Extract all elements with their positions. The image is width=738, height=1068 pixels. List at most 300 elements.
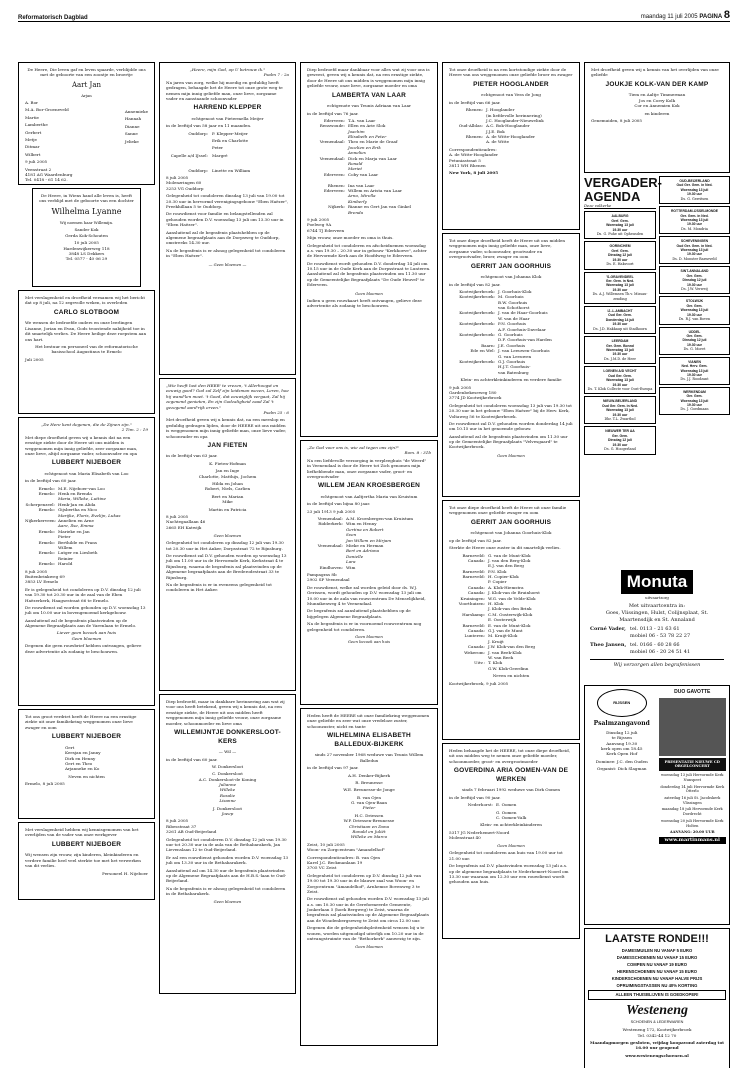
signature: Het bestuur en personeel van de reformatorische basisschool Augustinus te Ermelo xyxy=(35,343,138,355)
text-line: Poelweg 9A xyxy=(307,222,332,228)
text-line: Scherpenzeel: xyxy=(25,501,55,507)
text-line: sinds 7 februari 1992 weduwe van Dirk Oomen xyxy=(461,787,561,793)
text-line: Ederveen: xyxy=(323,117,345,123)
deceased-name: LUBBERT NIJEBOER xyxy=(51,459,122,467)
agenda-church: Ger. Gem. xyxy=(686,303,703,308)
text-line: Kimberly xyxy=(348,198,367,204)
text-line: Sterkte de Heere onze zuster in dit smartelijk verlies. xyxy=(449,545,561,551)
text-line: B.W. Goorhuis xyxy=(498,299,528,305)
agenda-church: Ger. Gem. xyxy=(686,333,703,338)
agenda-place: GORINCHEM xyxy=(609,244,631,249)
text-line: 8 juli 2005 xyxy=(166,818,189,824)
page-label: PAGINA xyxy=(699,14,723,20)
text-line: Deze volkerke xyxy=(584,203,612,209)
agenda-entry xyxy=(659,296,730,324)
spouse: echtgenoot van Pietermella Meijer xyxy=(191,115,264,121)
text-line: in de leeftijd van 76 jaar. xyxy=(307,110,359,116)
text-line: Met uitvaartcentra in: xyxy=(628,603,686,610)
text-line: Dick en Marja van Laar xyxy=(348,155,397,161)
agenda-place: NIEUW-BEIJERLAND xyxy=(602,399,638,404)
agenda-entry xyxy=(659,176,730,204)
text-line: echtgenote van Teunis Adriaan van Laar xyxy=(327,103,411,109)
page-info xyxy=(641,9,730,21)
text-line: Renswoude: xyxy=(319,123,345,129)
text-line: 8 juli 2005 xyxy=(166,175,189,181)
text-line: Eindhoven: xyxy=(319,564,343,570)
agenda-church: Gerf. Gem. xyxy=(611,218,629,223)
text-line: De rouwdienst wordt gehouden D.V. donderdag 14 juli om 10.15 uur in de Oude Kerk aan de Dorpsstraat te Lunteren. Aansluitend zal de begrafenis plaatsvinden om 11.30 uur op de Gemeentelijke Begraafplaats "De Oude Heuvel" te Ederveen. xyxy=(307,260,431,288)
text-line: Geen bloemen xyxy=(71,635,102,641)
agenda-entry xyxy=(584,426,656,454)
deceased-name: LAMBERTA VAN LAAR xyxy=(331,91,407,99)
intro: Tot ons groot verdriet heeft de Heere na een ernstige ziekte uit onze familiekring weggenomen onze lieve zwager en oom xyxy=(25,714,137,730)
date: 10 juli 2005 xyxy=(74,240,99,246)
text-line: De rouwdienst voor familie en belangstellenden zal gehouden worden D.V. woensdag 13 juli om 13.30 uur in "Eben Haëzer". xyxy=(166,211,284,228)
agenda-extra: Ds. J.D. Hakkaup uit Stadhoorn xyxy=(593,326,647,331)
text-line: Oud-Alblas: xyxy=(458,123,483,129)
text-line: Kerk Open Hof xyxy=(606,751,638,757)
text-line: Heden heeft de HEERE uit onze familiekring weggenomen onze geliefde en zeer wat onze vredeloze zuster, schoonzuster, nicht en tante xyxy=(307,713,430,729)
intro: Met verslagenheid en droefheid vernamen wij het bericht dat op 8 juli, na 12 zegevolle weken, is overleden xyxy=(25,295,145,306)
intro: De Heere, Die leven gaf en leven spaarde, verblijdde ons met de geboorte van een zoontje en broertje xyxy=(27,67,146,78)
deceased-name: PIETER HOOGLANDER xyxy=(473,80,549,88)
text-line: Marieke en Jan xyxy=(58,528,90,534)
family-name: Dianne xyxy=(124,123,140,129)
text-line: Capelle a/d IJssel: xyxy=(170,152,208,158)
note: Degenen die geen rouwbrief hebben ontvangen, gelieve deze advertentie als zodanig te beschouwen. xyxy=(25,643,142,654)
monuta-logo: Monuta xyxy=(621,570,693,594)
text-line: Ribesstraat 37 xyxy=(166,823,197,829)
agenda-time: 19.30 uur xyxy=(687,403,702,408)
text-line: New York, 8 juli 2005 xyxy=(449,170,499,176)
text-line: op de leeftijd van 82 jaar. xyxy=(449,537,502,543)
text-line: Gijsbertha en Nico xyxy=(58,507,97,513)
agenda-church: Ger. Gem. in Ned. xyxy=(605,278,635,283)
column-4 xyxy=(442,62,580,942)
text-line: maandag 18 juli Hervormde Kerk Dordrecht xyxy=(661,807,723,817)
text-line: H. Klok xyxy=(488,601,504,607)
employee-notice-nijeboer xyxy=(18,822,155,900)
agenda-date: Woensdag 13 juli xyxy=(606,408,634,413)
text-line: J. van den Berg-Klok xyxy=(488,557,531,563)
text-line: Woon- en Zorgcentrum "Amandelhof" xyxy=(307,847,385,853)
phone: Tel. 0577 - 40 06 29 xyxy=(65,256,108,262)
agenda-extra: Ds. A.J. Willemsen Tb.v. Missau-zending xyxy=(592,292,648,301)
page-number: 8 xyxy=(723,9,730,21)
text-line: tel. 0113 - 21 63 61 xyxy=(630,626,680,633)
text-line: Canada: xyxy=(467,584,485,590)
text-line: G.J. van de Munt xyxy=(488,628,523,633)
text-line: Ermelo: xyxy=(38,491,55,497)
text-line: 3774 JD Kootwijkerbroek xyxy=(449,395,502,401)
text-line: E.J. van den Berg xyxy=(488,563,524,569)
agenda-church: Ger. Gem. in Ned. xyxy=(680,213,709,218)
text-line: RIJSSEN xyxy=(613,700,631,706)
text-line: J. Kruijt xyxy=(488,638,504,644)
text-line: De begrafenis zal D.V. plaatsvinden woensdag 13 juli a.s. op de algemene begraafplaats te Nederhemert-Noord om 13.30 uur waaraan om 12.30 uur een rouwdienst wordt gehouden aan huis. xyxy=(449,863,569,885)
agenda-place: ROTTERDAM-IJSSELMONDE xyxy=(670,209,719,214)
text-line: Danielle xyxy=(346,553,364,559)
text-line: A.F. Goorhuis-Davelaar xyxy=(498,326,546,332)
stephanos-logo xyxy=(597,689,647,717)
obituary-willem-jean-kroesbergen xyxy=(300,440,438,705)
text-line: Degenen die de gelegenheidspleitenheid wensen bij u te wonen, worden uitgenodigd uiterlijk om 10.20 uur in de ontvangstruimte van de "Bethorkerk" aanwezig te zijn. xyxy=(307,925,425,942)
agenda-extra: Ds. T. Klok Collecte voor Oost-Europa xyxy=(587,386,653,391)
service-info: De rouwdienst zal worden gehouden op D.V. woensdag 13 juli om 10.00 uur in bovengenoemd kerkgebouw. xyxy=(25,604,146,616)
obituary-willemijntje-donkersloot xyxy=(159,694,296,994)
agenda-entry xyxy=(584,272,656,305)
text-line: Ouddorp: xyxy=(188,130,208,136)
text-line: De rouwdienst, welke zal worden geleid door ds. W.J. Gerissen, wordt gehouden op D.V. woensdag 13 juli om 10.00 uur in de aula van rouwcentrum De Menselijkheid, Munnikenweg 4 te Veenendaal. xyxy=(307,584,426,606)
text-line: Diep bedroefd maar dankbaar voor alles wat zij voor ons is geweest, geven wij u kennis dat, na een ernstige ziekte, door de Heere uit ons midden is weggenomen mijn innig geliefde vrouw, onze lieve, zorgzame moeder en oma xyxy=(307,67,430,89)
text-line: Canada: xyxy=(467,590,485,596)
text-line: Gelegenheid tot condoleren D.V. dinsdag 12 juli van 19.30 uur tot 20.30 uur in de aula van de Bethabarakerk, Jan Lievenslaan 12 te Oud-Beijerland. xyxy=(166,836,287,853)
text-line: De rouwdienst zal D.V. gehouden worden donderdag 14 juli om 10.15 uur in het genoemde gebouw. xyxy=(449,420,573,432)
agenda-title: VERGADER- AGENDA xyxy=(584,175,663,204)
agenda-place: SINT-ANNALAND xyxy=(680,269,709,274)
agenda-date: Woensdag 13 juli xyxy=(606,378,634,383)
intro: Na jaren van zorg, welke hij moedig en geduldig heeft gedragen, behaagde het de Heere tot onze grote weg te nemen mijn innig geliefde man, onze lieve, zorgzame vader en aanstaande schoonvader xyxy=(166,79,283,101)
text-line: P.N. Klok xyxy=(488,568,507,574)
text-line: Dirk en Henny xyxy=(65,755,96,761)
text-line: Coby van Laar xyxy=(348,171,379,177)
agenda-time: 19.30 uur xyxy=(612,382,628,387)
text-line: E. Oomen xyxy=(496,802,517,808)
deceased-name: WILHELMINA ELISABETH BALLEDUX-BIJKERK xyxy=(327,732,411,748)
text-line: Na de begrafenis is er in voornoemd rouwcentrum nog gelegenheid tot condoleren. xyxy=(307,621,422,632)
text-line: K. Fieten-Hofman xyxy=(209,460,246,466)
column-3 xyxy=(300,62,438,1049)
text-line: W.E. Breunesse-de Jonge xyxy=(343,787,395,793)
text-line: Kootwijkerbroek: xyxy=(459,321,495,327)
text-line: SCHOENEN & LEDERWAREN xyxy=(630,1020,684,1025)
agenda-church: Oud Ger. Gem. xyxy=(608,313,632,318)
spouse: echtgenoot van Maria Elisabeth van Loo xyxy=(44,470,129,476)
text-line: Berthilde en Frans xyxy=(58,539,97,545)
text-line: G.J. Goorhuis xyxy=(498,359,526,364)
agenda-entry xyxy=(584,306,656,334)
obituary-harrend-klepper xyxy=(159,62,296,375)
text-line: Robert, Niels, Carlien xyxy=(204,486,251,492)
family-name: Jelieke xyxy=(124,138,139,144)
date: 9 juli 2005 xyxy=(25,159,48,165)
text-line: Martin en Patricia xyxy=(208,506,247,512)
agenda-church: Ger. Gem. Bonnd xyxy=(606,343,634,348)
text-line: Wim en Henny xyxy=(346,521,377,527)
column-5 xyxy=(584,62,730,1068)
deceased-name: JAN FIETEN xyxy=(207,441,248,449)
headline: LAATSTE RONDE!!! xyxy=(605,933,709,945)
text-line: Nederhorst: xyxy=(467,802,493,808)
text-line: „Heere, mijn God, op U betrouw ik." xyxy=(189,67,266,72)
text-line: J.C. Hooglander-Nieuwelink xyxy=(486,117,544,123)
text-line: Rhenen: xyxy=(465,134,483,140)
text-line: Mieke en Herman xyxy=(346,543,384,549)
text-line: in de leeftijd van 82 jaar. xyxy=(449,281,501,287)
text-line: Indien u geen rouwkaart heeft ontvangen, gelieve deze advertentie als zodanig te beschouwen. xyxy=(307,297,422,309)
text-line: Veenendaal: xyxy=(317,516,343,522)
text-line: Maandagmorgen gesloten, vrijdag koopavond zaterdag tot 16.00 uur geopend xyxy=(589,1040,725,1051)
text-line: Geen bloemen xyxy=(213,899,242,905)
text-line: Diep bedroefd, maar in dankbare herinnering aan wat zij voor ons heeft betekend, geven wij u kennis dat, na een ernstige ziekte, de Heere uit ons midden heeft weggenomen mijn innig geliefde vrouw, onze zorgzame moeder, schoonmoeder en lieve oma xyxy=(166,699,285,726)
child-name: Aart Jan xyxy=(71,80,102,89)
westeneng-ad xyxy=(584,928,730,1068)
text-line: Geen bloemen xyxy=(213,533,242,539)
text-line: Ellen en Arie Slok xyxy=(348,123,386,129)
family-name: Lamberthe xyxy=(25,122,48,128)
agenda-time: 19.30 uur xyxy=(612,412,628,417)
agenda-extra: Ds. D. Monster Barneveld xyxy=(672,256,717,261)
agenda-church: Oud Ger. Gem. in Ned. xyxy=(602,403,638,408)
text-line: tel. 0166 - 60 28 66 xyxy=(630,642,680,649)
text-line: Cor en Annemien Kok xyxy=(634,103,680,109)
obituary-joukje-kolk xyxy=(584,62,730,173)
text-line: Kootwijkerbroek, 9 juli 2005 xyxy=(449,680,509,686)
text-line: Theo en Marie de Graaf xyxy=(348,139,398,145)
text-line: 2665 EH Katwijk xyxy=(166,524,202,530)
text-line: P. Klepper-Meijer xyxy=(212,130,248,136)
text-line: (in liefdevolle herinnering) xyxy=(486,112,542,118)
agenda-extra: Ds. J. Goedmaan xyxy=(680,407,709,412)
deceased-name: GERRIT JAN GOORHUIS xyxy=(470,518,552,526)
text-line: J.E. Goorhuis xyxy=(498,342,526,348)
text-line: Nijkerk: xyxy=(328,204,345,210)
text-line: Geen bloemen xyxy=(355,633,383,639)
text-line: woensdag 20 juli Hervormde Kerk Holten xyxy=(661,818,724,828)
text-line: R. Breunesse xyxy=(355,779,383,785)
text-line: Gelegenheid tot condoleren dinsdag 13 juli van 19.00 tot 20.30 uur in hervormd verenigingsgebouw "Eben Haëzer", Preekhillaan 5 te Ouddorp. xyxy=(166,193,289,209)
agenda-place: LOENEN A/D VECHT xyxy=(603,369,637,374)
agenda-time: 19.30 uur xyxy=(687,282,702,287)
deceased-name: LUBBERT NIJEBOER xyxy=(51,840,122,848)
text-line: Pieter xyxy=(362,805,376,811)
date: 8 juli 2005 xyxy=(25,568,48,574)
text-line: DUO GAVOTTE xyxy=(674,689,711,695)
agenda-time: 19.30 uur xyxy=(612,227,628,232)
agenda-date: Donderdag 14 juli xyxy=(605,317,635,322)
body-text: Wij wensen zijn vrouw, zijn kinderen, kleinkinderen en verdere familie heel veel sterkte toe met het verwerken van dit verlies. xyxy=(25,852,141,869)
text-line: Psalm 7 : 2a xyxy=(263,72,289,78)
text-line: Marijke, Floris, Evelijn, Lukas xyxy=(58,512,121,518)
text-line: zaterdag 16 juli St. Jacobskerk Vlissingen xyxy=(664,796,721,805)
text-line: Tot onze diepe droefheid heeft de Heere uit ons midden weggenomen mijn innig geliefde man, onze lieve, zorgzame vader, schoonvader, grootvader en overgrootvader, broer, zwager en oom xyxy=(449,238,566,260)
text-line: in de leeftijd van 66 jaar. xyxy=(449,99,501,105)
address: Buitenbrinkweg 69 xyxy=(25,573,65,579)
text-line: J. van Beek-Klok xyxy=(488,649,522,655)
deceased-name: HARREND KLEPPER xyxy=(193,104,262,112)
condolence-info: Er is gelegenheid tot condoleren op D.V. dinsdag 12 juli van 19.30 tot 20.30 uur in de zaal van de Eben Haëzerkerk, Haagsestraat 66 te Ermelo. xyxy=(25,586,141,603)
agenda-church: Oud Ger. Gem. xyxy=(608,373,632,378)
intro: Met verslagenheid hebben wij kennisgenomen van het overlijden van de vader van onze werkgever xyxy=(25,827,139,838)
text-line: Neven en nichten xyxy=(68,773,105,779)
text-line: Lutger en Liesbeth xyxy=(58,550,98,556)
text-line: Nachtegaallaan 46 xyxy=(166,519,206,525)
text-line: A.C. Donkersloot-de Koning xyxy=(198,776,257,782)
text-line: Met droefheid geven wij u kennis van het overlijden van onze geliefde xyxy=(591,67,719,78)
text-line: Canada: xyxy=(467,644,485,650)
text-line: Erik en Charlotte xyxy=(212,138,249,144)
text-line: 3705 VC Zeist xyxy=(307,865,337,871)
text-line: J. van de Haar-Goorhuis xyxy=(498,310,548,316)
quote-ref: 2 Tim. 2 : 19 xyxy=(121,427,148,433)
deceased-name: WILLEM JEAN KROESBERGEN xyxy=(317,482,421,490)
quote: „De Here kent degenen, die de Zijnen zijn." xyxy=(41,422,132,427)
agenda-time: 19.30 uur xyxy=(612,287,628,292)
child-nickname: Arjan xyxy=(81,93,92,99)
obituary-wilhelmina-balledux xyxy=(300,708,438,1046)
text-line: Tot onze droefheid is na een kortstondige ziekte door de Heere van ons weggenomen onze geliefde broer en zwager xyxy=(449,67,573,78)
text-line: Rosalie xyxy=(219,792,236,798)
deceased-name: GOVERDINA ARIA OOMEN-VAN DE WERKEN xyxy=(453,767,569,783)
text-line: Tiem en Aaltje Timmerman xyxy=(628,92,686,98)
text-line: Pieter xyxy=(58,534,71,540)
agenda-place: AALBURG xyxy=(611,214,629,219)
text-line: Arjanneke en Ko xyxy=(65,766,100,772)
text-line: Harskamp: xyxy=(462,611,485,617)
text-line: Molenstraat 40 xyxy=(449,835,481,841)
text-line: Geen bloemen xyxy=(355,944,383,950)
birth-announcement-wilhelma xyxy=(32,188,141,287)
birth-announcement-aart-jan xyxy=(18,62,155,185)
city: 3853 LV Ermelo xyxy=(25,579,59,585)
text-line: Geen bloemen xyxy=(497,843,525,849)
text-line: Wij verzorgen allen begrafenissen xyxy=(590,659,724,669)
family-notice-goorhuis xyxy=(442,500,580,740)
text-line: Barneveld: xyxy=(462,568,485,574)
text-line: Sven xyxy=(346,532,357,538)
agenda-time: 19.30 uur xyxy=(687,222,702,227)
family-name: M.A. Bor-Groeneveld xyxy=(25,107,69,113)
text-line: J. Klok-van den Brink xyxy=(488,606,532,612)
text-line: J. Donkersloot xyxy=(212,805,243,811)
agenda-place: WERKENDAM xyxy=(683,389,706,394)
agenda-entry xyxy=(584,366,656,394)
text-line: DAMESSCHOENEN NU VANAF 15 EURO xyxy=(616,955,698,961)
agenda-extra: Dhr. T.L. Zwartbol xyxy=(604,417,636,422)
agenda-time: 19.30 uur xyxy=(612,322,628,327)
text-line: Heden behaagde het de HEERE, tot onze diepe droefheid, uit ons midden weg te nemen onze geliefde moeder, schoonmoeder, groot- en overgrootmoeder xyxy=(449,748,571,764)
agenda-entry xyxy=(584,211,656,239)
text-line: AANVANG: 20.00 UUR xyxy=(669,830,715,835)
text-line: Henk-Jan en Alida xyxy=(58,501,96,507)
text-line: De rouwdienst zal D.V. gehouden worden op woensdag 13 juli om 11.00 uur in de Hervormde Kerk, Kerkstraat 4 te Rijnsburg, waarna de begrafenis zal plaatsvinden op de Algemene begraafplaats aan de Brederodestraat 33 te Rijnsburg. xyxy=(166,552,287,580)
burial-info: Aansluitend zal de begrafenis plaatsvinden op de Algemene Begraafplaats aan de Varenlaan te Ermelo. xyxy=(25,617,137,629)
text-line: De begrafenis zal aansluitend plaatshebben op de bijgelegen Algemene Begraafplaats. xyxy=(307,608,411,619)
text-line: Lunteren: xyxy=(464,633,485,639)
text-line: Voorthuizen: xyxy=(458,601,485,607)
text-line: Correspondentieadres: B. van Ojen xyxy=(307,854,381,860)
agenda-place: UDDEL xyxy=(688,329,701,334)
text-line: van Schothorst xyxy=(498,305,530,311)
deceased-name: CARLO SLOTBOOM xyxy=(53,308,120,316)
text-line: Psalm 25 : 6 xyxy=(263,409,289,415)
text-line: Jocelien en Erik xyxy=(348,144,381,150)
text-line: Ridderkerk: xyxy=(318,521,343,527)
text-line: W. Donkersloot xyxy=(211,763,244,769)
text-line: in de leeftijd van 90 jaar. xyxy=(449,794,501,800)
agenda-time: 19.30 uur xyxy=(612,442,628,447)
text-line: Margré xyxy=(212,152,228,158)
agenda-extra: Ds. G. Fuhe uit Opheusden xyxy=(596,231,644,236)
agenda-church: Ger. Gem. xyxy=(686,273,703,278)
text-line: G. van de Munt-Klok xyxy=(488,552,531,558)
text-line: www.martinmans.nl xyxy=(659,837,727,844)
text-line: J. Klok-van de Bruinhorst xyxy=(488,590,540,596)
text-line: Aansluitend zal de begrafenis plaatsvinden om 11.30 uur op de Gemeentelijke Begraafplaats "Velvesgaard" te Kootwijkerbroek. xyxy=(449,433,568,450)
text-line: Veenendaal: xyxy=(319,155,345,161)
text-line: Na de begrafenis is er alsnog gelegenheid tot condoleren in "Eben Haëzer". xyxy=(166,247,286,259)
text-line: D.F. Goorhuis-van Harden xyxy=(498,337,552,343)
text-line: H. Copier-Klok xyxy=(488,574,519,580)
text-line: Pampagras 8b xyxy=(307,572,337,577)
agenda-extra: Ds. G. Gerritsen xyxy=(680,196,709,201)
westeneng-logo: Westeneng xyxy=(626,1002,688,1018)
text-line: Julianne xyxy=(218,782,237,788)
text-line: Aansluitend zal de begrafenis plaatshebben op de algemene begraafplaats aan de Dorpsweg te Ouddorp, omstreeks 14.30 uur. xyxy=(166,229,280,246)
text-line: Barneveld: xyxy=(462,552,485,558)
text-line: A.C. Bok-Hooglander xyxy=(486,123,530,129)
agenda-extra: Ds. J.M.D. de Heer xyxy=(604,356,636,361)
text-line: Kruiningen: xyxy=(460,595,485,601)
agenda-date: Woensdag 13 juli xyxy=(680,217,709,222)
agenda-entry xyxy=(584,396,656,424)
family-name: Martie xyxy=(25,114,39,120)
agenda-church: Ger. Gem. xyxy=(611,433,629,438)
text-line: Na de begrafenis is er alsnog gelegenheid tot condoleren in de Bethabarakerk. xyxy=(166,885,286,897)
text-line: 3253 VG Ouddorp xyxy=(166,185,204,191)
text-line: W.P. Driessen-Breunesse xyxy=(343,818,395,824)
text-line: A. de Witte-Hooglander xyxy=(486,134,535,140)
agenda-entry xyxy=(659,357,730,385)
text-line: Petuniastraat 5 xyxy=(449,157,481,163)
agenda-place: OUD-BEIJERLAND xyxy=(679,179,710,183)
agenda-date: Woensdag 13 juli xyxy=(606,223,634,228)
text-line: Canada: xyxy=(467,557,485,563)
deceased-name: WILLEMIJNTJE DONKERSLOOT-KERS xyxy=(174,728,281,745)
obituary-jan-fieten xyxy=(159,378,296,691)
text-line: Psalmzangavond xyxy=(593,720,650,727)
text-line: Theo Jansen, xyxy=(590,642,627,649)
text-line: mobiel 06 - 20 24 51 41 xyxy=(630,649,691,655)
text-line: J.W. Klok-van den Berg xyxy=(488,644,536,650)
intro: De Heere, in Wiens hand alle leven is, heeft ons verblijd met de geboorte van een dochter xyxy=(39,193,134,204)
text-line: DAMESMUILEN NU VANAF 5 EURO xyxy=(621,948,693,954)
text-line: Annelies xyxy=(348,150,366,156)
family-name: Hannah xyxy=(124,116,142,122)
text-line: Molenzringen 60 xyxy=(166,180,202,186)
mother: Gerda Kok-Schouten xyxy=(65,232,108,238)
text-line: 9 juli 2005 xyxy=(449,384,472,390)
text-line: Dominee: J.C. den Ouden xyxy=(595,758,648,764)
text-line: P.N. Goorhuis xyxy=(498,321,526,327)
agenda-entry xyxy=(659,327,730,355)
agenda-church: Gerf. Gem. xyxy=(611,248,629,253)
text-line: Gert xyxy=(65,744,75,750)
text-line: Linette en William xyxy=(212,167,251,173)
text-line: Willem xyxy=(58,545,73,550)
column-2 xyxy=(159,62,296,997)
agenda-church: Oud Ger. Gem. in Ned. xyxy=(676,243,713,248)
text-line: in de leeftijd van 63 jaar. xyxy=(166,453,218,459)
text-line: E. Oosterwijk xyxy=(488,617,517,623)
text-line: Na een liefdevolle verzorging in verpleeghuis "de Weerd" in Veenendaal is door de Heere tot Zich genomen mijn liefhebbende man, onze zorgzame vader, groot- en overgrootvader xyxy=(307,457,427,479)
text-line: KINDERSCHOENEN NU VANAF HALVE PRIJS xyxy=(611,976,703,982)
body-text: We wensen de bedroefde ouders en onze leerlingen Lisanne, Jorian en Evan, Gods troostende nabijheid toe in dit smartelijk verlies. De Heere heilige deze roepstem aan ons hart. xyxy=(25,320,147,342)
text-line: Rom. 8 : 31b xyxy=(404,450,431,456)
agenda-place: NIEUWER TER AA xyxy=(605,429,635,434)
text-line: te Rijssen xyxy=(611,735,632,741)
text-line: C.M. Oosterwijk-Klok xyxy=(488,611,533,617)
